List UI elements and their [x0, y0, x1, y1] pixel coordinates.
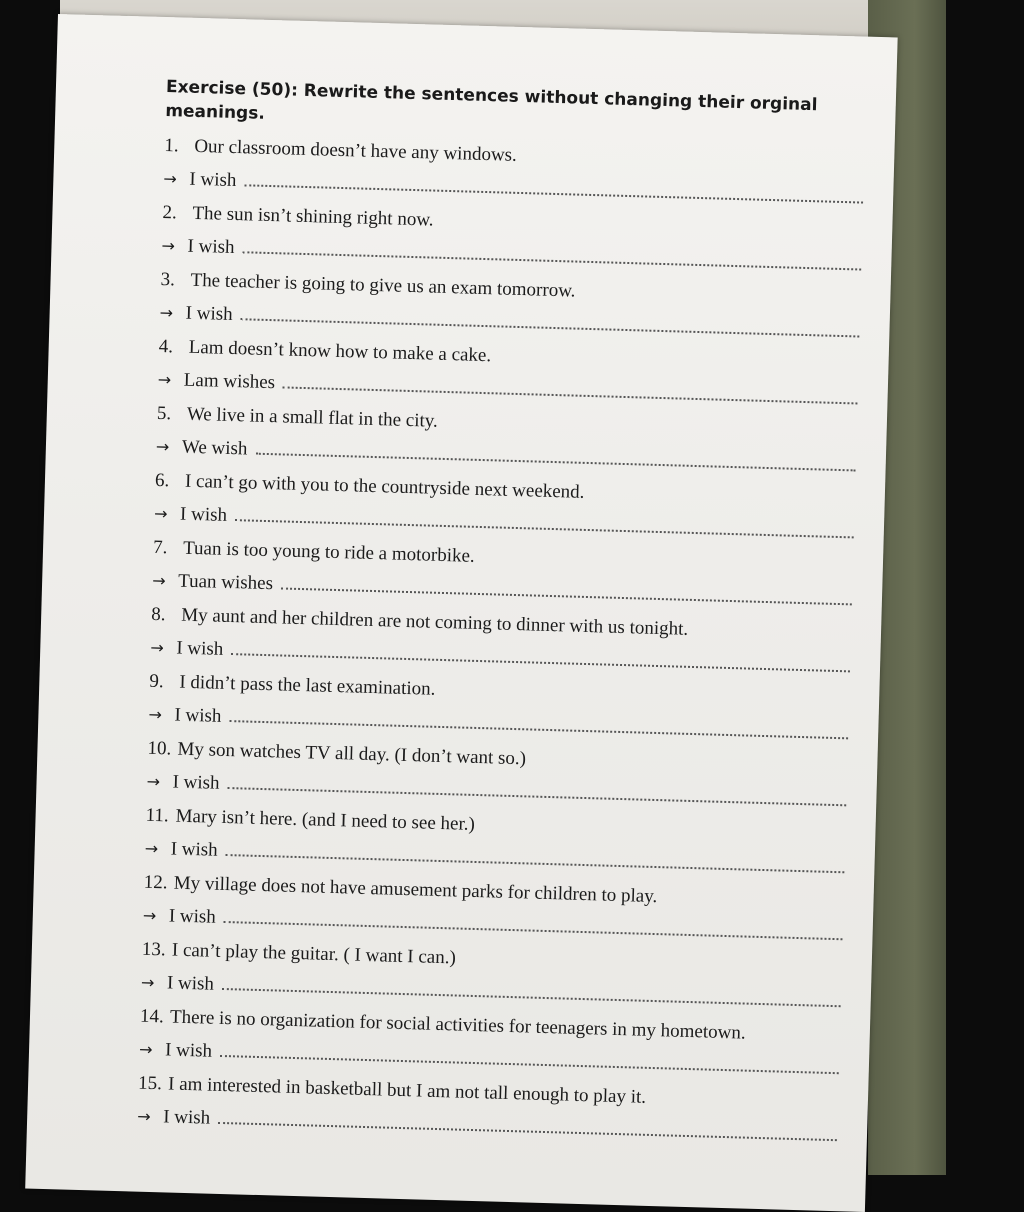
right-arrow-icon: → [163, 169, 178, 189]
sentence-text: My son watches TV all day. (I don’t want so.) [177, 738, 527, 770]
sentence-text: Our classroom doesn’t have any windows. [194, 135, 518, 166]
answer-prompt: I wish [168, 905, 217, 928]
item-number: 13. [141, 938, 166, 961]
right-arrow-icon: → [142, 905, 157, 926]
answer-prompt: Lam wishes [183, 369, 276, 394]
sentence-text: The teacher is going to give us an exam tomorrow. [190, 269, 576, 302]
answer-prompt: I wish [179, 503, 228, 526]
answer-prompt: I wish [176, 637, 224, 660]
right-arrow-icon: → [151, 570, 166, 591]
worksheet-content [137, 75, 866, 1153]
right-arrow-icon: → [136, 1106, 151, 1127]
right-arrow-icon: → [159, 302, 174, 323]
exercise-list [137, 129, 865, 1153]
item-number: 6. [154, 469, 170, 492]
item-number: 8. [150, 603, 166, 626]
answer-prompt: I wish [172, 771, 220, 794]
item-number: 14. [139, 1005, 165, 1028]
sentence-text: Mary isn’t here. (and I need to see her.) [175, 805, 476, 835]
sentence-text: The sun isn’t shining right now. [192, 202, 434, 231]
right-arrow-icon: → [140, 972, 155, 993]
answer-prompt: I wish [166, 972, 215, 995]
item-number: 11. [145, 804, 169, 827]
right-arrow-icon: → [138, 1039, 153, 1060]
right-arrow-icon: → [157, 369, 172, 390]
sentence-text: There is no organization for social activities for teenagers in my hometown. [169, 1006, 746, 1044]
item-number: 1. [164, 135, 179, 157]
answer-prompt: We wish [181, 436, 248, 460]
answer-prompt: I wish [187, 235, 235, 259]
right-arrow-icon: → [153, 503, 168, 524]
answer-prompt: I wish [185, 302, 233, 325]
sentence-text: I didn’t pass the last examination. [179, 671, 436, 700]
answer-prompt: Tuan wishes [177, 570, 274, 595]
right-arrow-icon: → [146, 771, 161, 792]
sentence-text: Tuan is too young to ride a motorbike. [182, 537, 475, 567]
item-number: 4. [158, 335, 174, 358]
item-number: 10. [147, 737, 172, 760]
right-arrow-icon: → [161, 235, 176, 256]
sentence-text: We live in a small flat in the city. [186, 403, 439, 432]
item-number: 12. [143, 871, 168, 894]
item-number: 5. [156, 402, 172, 425]
sentence-text: I can’t play the guitar. ( I want I can.) [171, 939, 457, 969]
item-number: 2. [162, 201, 178, 224]
worksheet-paper [25, 14, 897, 1212]
sentence-text: My aunt and her children are not coming to dinner with us tonight. [180, 604, 689, 640]
answer-prompt: I wish [174, 704, 222, 727]
answer-prompt: I wish [189, 168, 237, 192]
item-number: 15. [137, 1072, 163, 1095]
sentence-text: I am interested in basketball but I am not tall enough to play it. [167, 1073, 647, 1108]
sentence-text: I can’t go with you to the countryside next weekend. [184, 470, 585, 503]
right-arrow-icon: → [150, 637, 165, 658]
answer-prompt: I wish [170, 838, 218, 861]
answer-prompt: I wish [164, 1039, 213, 1062]
item-number: 9. [149, 670, 164, 693]
right-arrow-icon: → [144, 838, 159, 859]
item-number: 3. [160, 268, 176, 291]
answer-prompt: I wish [162, 1106, 211, 1129]
item-number: 7. [152, 536, 168, 559]
right-arrow-icon: → [148, 704, 163, 725]
sentence-text: Lam doesn’t know how to make a cake. [188, 336, 492, 367]
exercise-title: Exercise (50): Rewrite the sentences without changing their orginal meanings. [165, 77, 818, 124]
right-arrow-icon: → [155, 436, 170, 457]
sentence-text: My village does not have amusement parks for children to play. [173, 872, 658, 908]
